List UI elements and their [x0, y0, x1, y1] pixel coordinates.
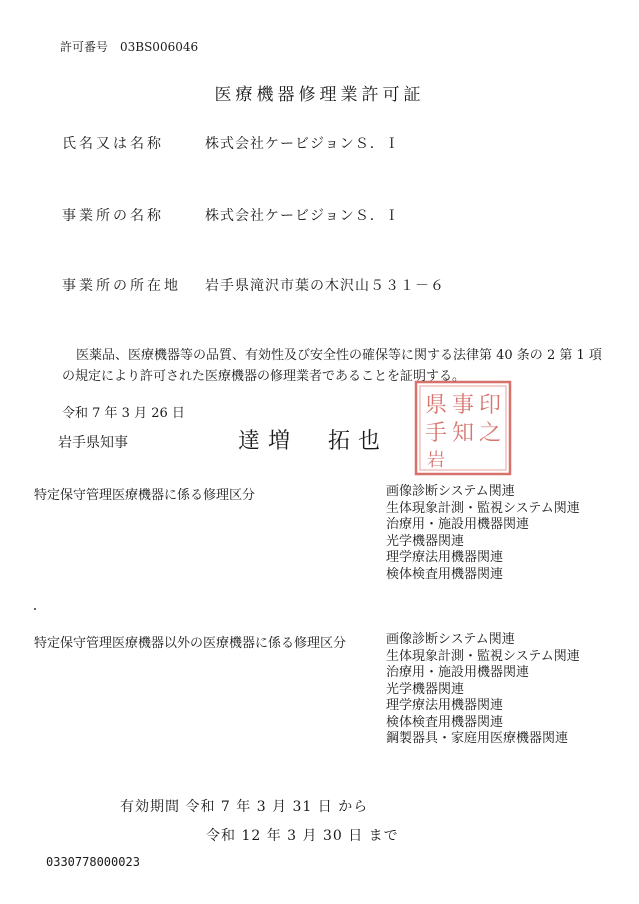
field-value-office-name: 株式会社ケービジョンＳ．Ｉ	[205, 208, 400, 224]
list-item: 理学療法用機器関連	[386, 698, 504, 713]
specified-category-list	[386, 484, 580, 583]
validity-period-start: 有効期間 令和 7 年 3 月 31 日 から	[120, 799, 369, 815]
field-label-office-address: 事業所の所在地	[62, 278, 181, 294]
list-item: 鋼製器具・家庭用医療機器関連	[386, 731, 569, 746]
list-item: 光学機器関連	[386, 681, 465, 697]
svg-text:県: 県	[424, 393, 448, 418]
certificate-title: 医療機器修理業許可証	[214, 85, 425, 105]
field-value-name: 株式会社ケービジョンＳ．Ｉ	[205, 136, 400, 152]
svg-text:之: 之	[478, 421, 502, 446]
list-item: 検体検査用機器関連	[386, 714, 504, 730]
validity-period-end: 令和 12 年 3 月 30 日 まで	[206, 828, 399, 844]
list-item: 画像診断システム関連	[386, 632, 515, 647]
issue-date: 令和 7 年 3 月 26 日	[62, 406, 185, 421]
list-item: 光学機器関連	[386, 533, 465, 549]
field-value-office-address: 岩手県滝沢市葉の木沢山５３１－６	[205, 278, 445, 294]
field-label-name: 氏名又は名称	[62, 136, 164, 152]
certification-line-1: 医薬品、医療機器等の品質、有効性及び安全性の確保等に関する法律第 40 条の 2 第 1 項	[76, 348, 602, 363]
list-item: 理学療法用機器関連	[386, 550, 504, 565]
stray-mark	[34, 608, 36, 610]
certification-line-2: の規定により許可された医療機器の修理業者であることを証明する。	[62, 369, 466, 384]
official-seal-icon	[408, 378, 518, 478]
svg-text:事: 事	[451, 393, 475, 418]
list-item: 治療用・施設用機器関連	[386, 665, 530, 680]
svg-text:手: 手	[424, 421, 448, 446]
document-number: 0330778000023	[46, 855, 140, 869]
specified-category-label: 特定保守管理医療機器に係る修理区分	[34, 488, 256, 503]
field-label-office-name: 事業所の名称	[62, 208, 164, 224]
other-category-list	[386, 632, 580, 748]
issuer-title: 岩手県知事	[58, 435, 128, 451]
other-category-label: 特定保守管理医療機器以外の医療機器に係る修理区分	[34, 636, 347, 651]
list-item: 画像診断システム関連	[386, 484, 515, 499]
svg-text:知: 知	[451, 421, 475, 446]
svg-text:岩: 岩	[427, 450, 445, 471]
issuer-name: 達増 拓也	[238, 429, 389, 454]
permit-number: 許可番号 03BS006046	[60, 40, 199, 54]
list-item: 生体現象計測・監視システム関連	[386, 500, 580, 516]
certification-statement	[62, 345, 602, 387]
svg-text:印: 印	[478, 393, 502, 418]
list-item: 検体検査用機器関連	[386, 566, 504, 582]
list-item: 治療用・施設用機器関連	[386, 517, 530, 532]
list-item: 生体現象計測・監視システム関連	[386, 648, 580, 664]
